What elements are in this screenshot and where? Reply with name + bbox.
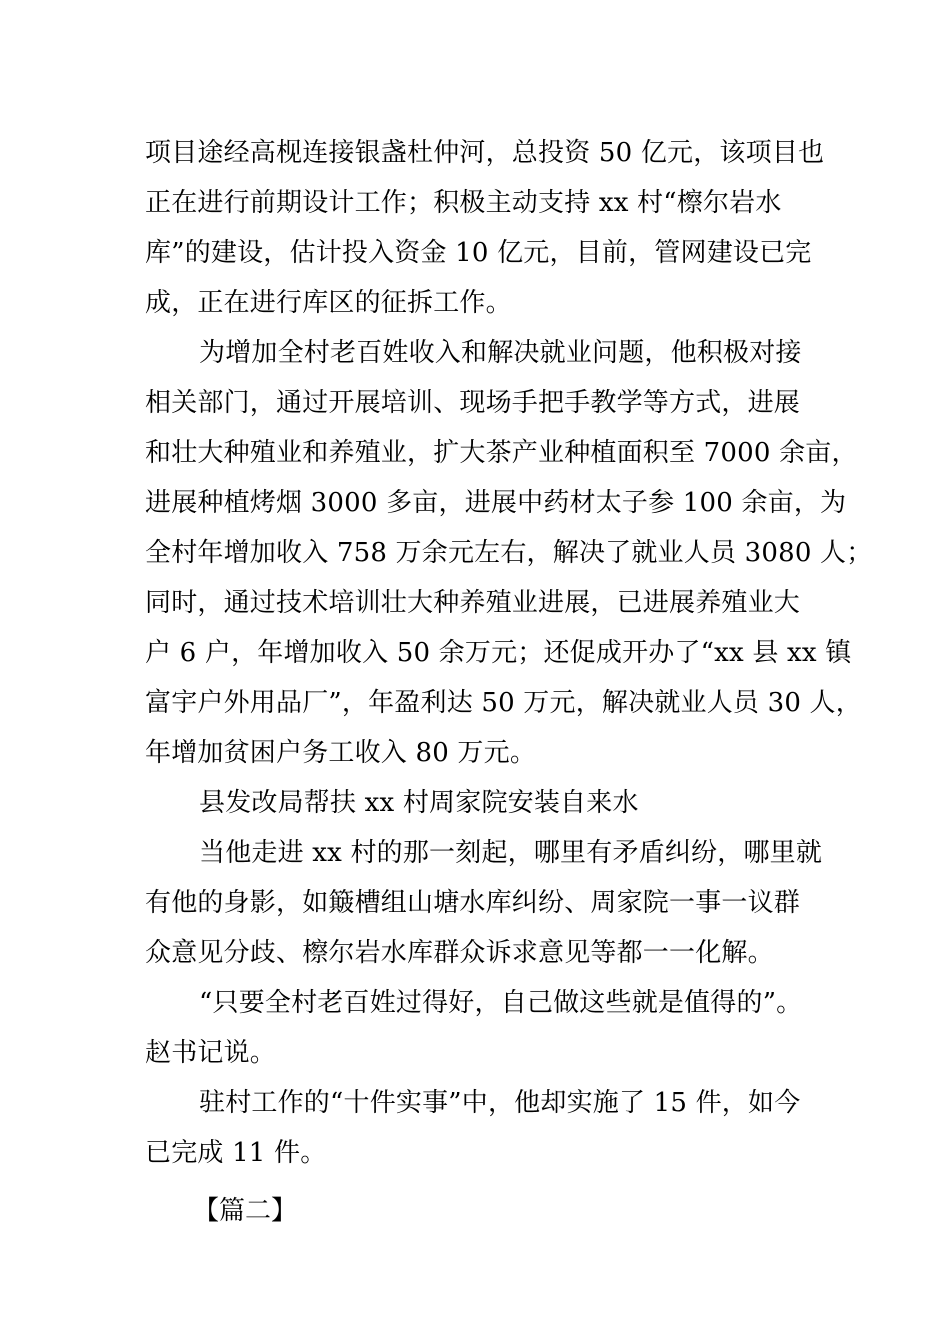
text-line: 当他走进 xx 村的那一刻起，哪里有矛盾纠纷，哪里就 — [199, 838, 823, 868]
text-line: 众意见分歧、檫尔岩水库群众诉求意见等都一一化解。 — [145, 938, 774, 968]
text-line: 和壮大种殖业和养殖业，扩大茶产业种植面积至 7000 余亩， — [145, 438, 858, 468]
text-line: 富宇户外用品厂”，年盈利达 50 万元，解决就业人员 30 人， — [145, 688, 862, 718]
paragraph-5 — [145, 978, 825, 1078]
text-line: 进展种植烤烟 3000 多亩，进展中药材太子参 100 余亩，为 — [145, 488, 847, 518]
text-line: 驻村工作的“十件实事”中，他却实施了 15 件，如今 — [199, 1088, 801, 1118]
text-line: 为增加全村老百姓收入和解决就业问题，他积极对接 — [199, 338, 802, 368]
text-line: 户 6 户，年增加收入 50 余万元；还促成开办了“xx 县 xx 镇 — [145, 638, 852, 668]
paragraph-4 — [145, 828, 825, 978]
text-line: “只要全村老百姓过得好，自己做这些就是值得的”。 — [199, 988, 803, 1018]
text-line: 同时，通过技术培训壮大种养殖业进展，已进展养殖业大 — [145, 588, 801, 618]
text-line: 县发改局帮扶 xx 村周家院安装自来水 — [199, 788, 639, 818]
paragraph-2 — [145, 328, 873, 778]
text-line: 相关部门，通过开展培训、现场手把手教学等方式，进展 — [145, 388, 801, 418]
text-line: 年增加贫困户务工收入 80 万元。 — [145, 738, 537, 768]
paragraph-6 — [145, 1078, 825, 1178]
document-body — [145, 128, 873, 1236]
text-line: 成，正在进行库区的征拆工作。 — [145, 288, 512, 318]
text-line: 项目途经高枧连接银盏杜仲河，总投资 50 亿元，该项目也 — [145, 138, 825, 168]
paragraph-3 — [145, 778, 825, 828]
text-line: 赵书记说。 — [145, 1038, 277, 1068]
text-line: 全村年增加收入 758 万余元左右，解决了就业人员 3080 人； — [145, 538, 873, 568]
text-line: 正在进行前期设计工作；积极主动支持 xx 村“檫尔岩水 — [145, 188, 782, 218]
section-heading: 【篇二】 — [193, 1196, 298, 1226]
text-line: 已完成 11 件。 — [145, 1138, 327, 1168]
paragraph-1 — [145, 128, 825, 328]
text-line: 库”的建设，估计投入资金 10 亿元，目前，管网建设已完 — [145, 238, 812, 268]
text-line: 有他的身影，如簸槽组山塘水库纠纷、周家院一事一议群 — [145, 888, 801, 918]
